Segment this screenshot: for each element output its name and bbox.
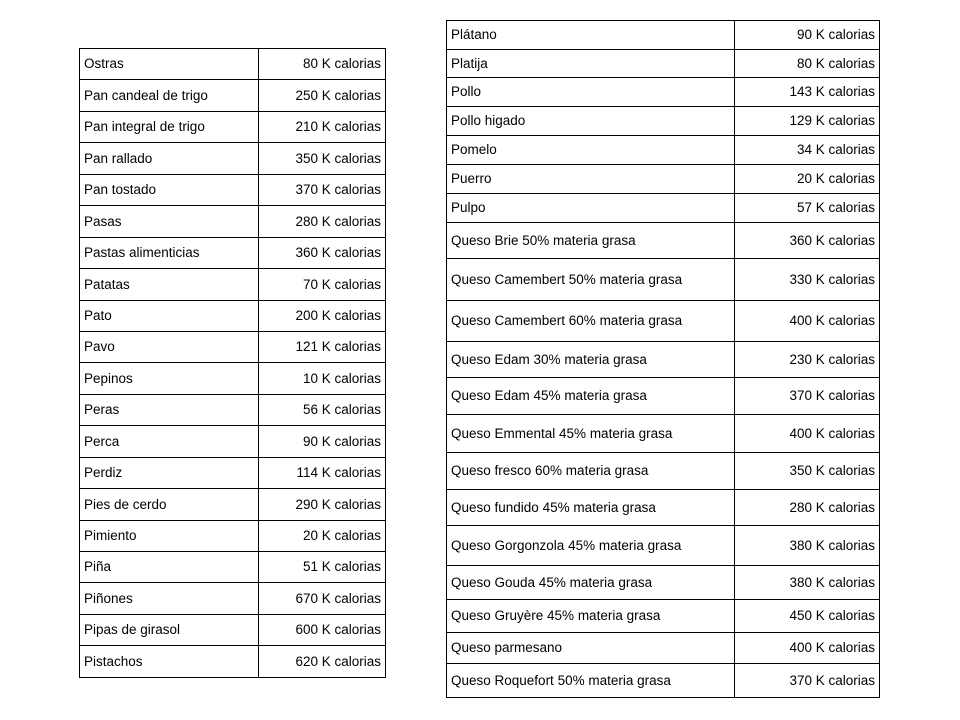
calories-cell: 350 K calorias	[735, 453, 880, 490]
food-name-cell: Pollo higado	[447, 107, 735, 136]
food-name-cell: Piñones	[80, 583, 259, 614]
calories-cell: 51 K calorias	[259, 552, 386, 583]
food-name-cell: Pepinos	[80, 363, 259, 394]
food-name-cell: Plátano	[447, 21, 735, 50]
table-row	[447, 453, 880, 490]
calories-cell: 400 K calorias	[735, 301, 880, 342]
calories-cell: 450 K calorias	[735, 600, 880, 633]
calories-cell: 330 K calorias	[735, 259, 880, 301]
calories-cell: 200 K calorias	[259, 300, 386, 331]
table-row	[447, 259, 880, 301]
table-row	[447, 21, 880, 50]
table-row	[447, 136, 880, 165]
table-row	[447, 664, 880, 698]
food-name-cell: Pan candeal de trigo	[80, 80, 259, 111]
calories-cell: 370 K calorias	[735, 378, 880, 415]
calories-cell: 70 K calorias	[259, 269, 386, 300]
food-name-cell: Pies de cerdo	[80, 489, 259, 520]
calories-cell: 360 K calorias	[735, 223, 880, 259]
calories-cell: 380 K calorias	[735, 566, 880, 600]
calories-cell: 34 K calorias	[735, 136, 880, 165]
food-name-cell: Pan tostado	[80, 174, 259, 205]
table-row	[80, 489, 386, 520]
calories-cell: 360 K calorias	[259, 237, 386, 268]
food-name-cell: Pipas de girasol	[80, 614, 259, 645]
calorie-table-left	[79, 48, 386, 678]
calories-cell: 20 K calorias	[735, 165, 880, 194]
food-name-cell: Pan integral de trigo	[80, 111, 259, 142]
table-row	[80, 80, 386, 111]
table-row	[447, 342, 880, 378]
calories-cell: 56 K calorias	[259, 394, 386, 425]
calories-cell: 280 K calorias	[259, 206, 386, 237]
calories-cell: 210 K calorias	[259, 111, 386, 142]
food-name-cell: Queso Camembert 60% materia grasa	[447, 301, 735, 342]
food-name-cell: Pollo	[447, 78, 735, 107]
table-row	[80, 237, 386, 268]
calories-cell: 90 K calorias	[735, 21, 880, 50]
calories-cell: 114 K calorias	[259, 457, 386, 488]
food-name-cell: Queso Edam 45% materia grasa	[447, 378, 735, 415]
calories-cell: 10 K calorias	[259, 363, 386, 394]
calories-cell: 370 K calorias	[259, 174, 386, 205]
calories-cell: 400 K calorias	[735, 633, 880, 664]
table-row	[80, 174, 386, 205]
calories-cell: 290 K calorias	[259, 489, 386, 520]
calories-cell: 143 K calorias	[735, 78, 880, 107]
food-name-cell: Queso Gruyère 45% materia grasa	[447, 600, 735, 633]
calories-cell: 620 K calorias	[259, 646, 386, 677]
table-row	[80, 49, 386, 80]
food-name-cell: Peras	[80, 394, 259, 425]
table-row	[80, 363, 386, 394]
calories-cell: 129 K calorias	[735, 107, 880, 136]
table-row	[447, 301, 880, 342]
calories-cell: 600 K calorias	[259, 614, 386, 645]
table-row	[447, 415, 880, 453]
table-row	[447, 50, 880, 78]
calories-cell: 400 K calorias	[735, 415, 880, 453]
calories-cell: 250 K calorias	[259, 80, 386, 111]
food-name-cell: Pomelo	[447, 136, 735, 165]
table-row	[447, 165, 880, 194]
food-name-cell: Pavo	[80, 331, 259, 362]
food-name-cell: Queso Roquefort 50% materia grasa	[447, 664, 735, 698]
table-row	[80, 269, 386, 300]
food-name-cell: Puerro	[447, 165, 735, 194]
food-name-cell: Perca	[80, 426, 259, 457]
table-row	[447, 490, 880, 526]
food-name-cell: Queso Brie 50% materia grasa	[447, 223, 735, 259]
food-name-cell: Platija	[447, 50, 735, 78]
table-row	[80, 206, 386, 237]
food-name-cell: Queso parmesano	[447, 633, 735, 664]
calories-cell: 121 K calorias	[259, 331, 386, 362]
table-row	[80, 111, 386, 142]
food-name-cell: Queso Gorgonzola 45% materia grasa	[447, 526, 735, 566]
calories-cell: 380 K calorias	[735, 526, 880, 566]
food-name-cell: Queso Gouda 45% materia grasa	[447, 566, 735, 600]
calories-cell: 350 K calorias	[259, 143, 386, 174]
table-row	[80, 300, 386, 331]
table-row	[447, 223, 880, 259]
calories-cell: 670 K calorias	[259, 583, 386, 614]
calories-cell: 80 K calorias	[259, 49, 386, 80]
calories-cell: 57 K calorias	[735, 194, 880, 223]
food-name-cell: Piña	[80, 552, 259, 583]
table-row	[447, 194, 880, 223]
food-name-cell: Queso Edam 30% materia grasa	[447, 342, 735, 378]
food-name-cell: Pasas	[80, 206, 259, 237]
calories-cell: 90 K calorias	[259, 426, 386, 457]
table-row	[80, 614, 386, 645]
table-row	[80, 520, 386, 551]
calories-cell: 280 K calorias	[735, 490, 880, 526]
table-row	[447, 566, 880, 600]
table-row	[447, 107, 880, 136]
calories-cell: 80 K calorias	[735, 50, 880, 78]
food-name-cell: Queso Camembert 50% materia grasa	[447, 259, 735, 301]
food-name-cell: Queso fresco 60% materia grasa	[447, 453, 735, 490]
food-name-cell: Perdiz	[80, 457, 259, 488]
food-name-cell: Queso Emmental 45% materia grasa	[447, 415, 735, 453]
food-name-cell: Pastas alimenticias	[80, 237, 259, 268]
food-name-cell: Pimiento	[80, 520, 259, 551]
table-row	[80, 552, 386, 583]
food-name-cell: Pulpo	[447, 194, 735, 223]
table-row	[80, 583, 386, 614]
table-row	[80, 143, 386, 174]
calories-cell: 370 K calorias	[735, 664, 880, 698]
table-row	[447, 78, 880, 107]
table-row	[80, 426, 386, 457]
table-row	[447, 633, 880, 664]
food-name-cell: Queso fundido 45% materia grasa	[447, 490, 735, 526]
table-row	[80, 394, 386, 425]
table-row	[447, 600, 880, 633]
table-row	[80, 331, 386, 362]
food-name-cell: Pato	[80, 300, 259, 331]
calorie-table-right	[446, 20, 880, 698]
table-row	[80, 457, 386, 488]
calories-cell: 230 K calorias	[735, 342, 880, 378]
table-row	[80, 646, 386, 677]
food-name-cell: Patatas	[80, 269, 259, 300]
food-name-cell: Pistachos	[80, 646, 259, 677]
table-row	[447, 378, 880, 415]
table-row	[447, 526, 880, 566]
calories-cell: 20 K calorias	[259, 520, 386, 551]
food-name-cell: Pan rallado	[80, 143, 259, 174]
food-name-cell: Ostras	[80, 49, 259, 80]
